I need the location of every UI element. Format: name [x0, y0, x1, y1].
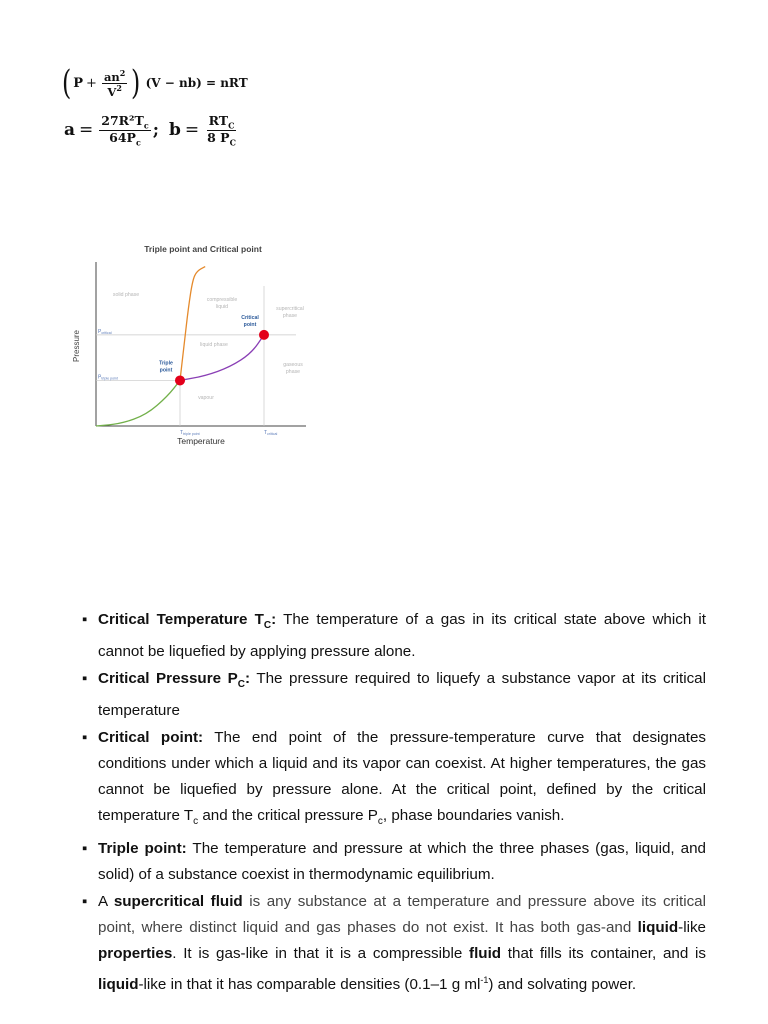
definition-text: The temperature and pressure at which the three phases (gas, liquid, and solid) of a substance coexist in thermodynamic equilibrium. — [98, 840, 706, 884]
a-denominator: $64P_c$ — [109, 129, 141, 147]
triple-point-marker — [175, 375, 185, 385]
region-label: solid phase — [112, 292, 140, 298]
definition-supercritical-fluid — [80, 889, 706, 998]
region-labels — [113, 292, 304, 401]
term: Critical point: — [98, 729, 204, 747]
tick-labels — [98, 329, 277, 436]
definition-critical-temperature — [80, 607, 706, 665]
chart-title: Triple point and Critical point — [144, 244, 262, 254]
phase-diagram-svg — [68, 236, 328, 452]
bullet: ▪ — [82, 840, 88, 858]
a-fraction — [99, 114, 150, 147]
definition-triple-point — [80, 836, 706, 888]
plus-sign: + — [86, 75, 97, 91]
definitions-list — [80, 607, 706, 999]
definition-text: The temperature of a gas in its critical state above which it cannot be liquefied by applying pressure alone. — [98, 611, 707, 661]
phase-diagram — [68, 236, 328, 452]
critical-point-label: Critical point — [241, 314, 259, 328]
bullet: ▪ — [82, 670, 88, 688]
definition-text: The pressure required to liquefy a substance vapor at its critical temperature — [98, 670, 706, 720]
constants-equation — [64, 110, 240, 150]
b-denominator: 8 $P_C$ — [207, 129, 236, 147]
an2-over-v2-fraction — [102, 69, 127, 98]
definition-text: The end point of the pressure-temperature curve that designates conditions under which a liquid and its vapor can coexist. At higher temperatures, the gas cannot be liquefied by pressure alone. At the critical point, defined by the critical temperature $T_c$ and the critical pressure $P_c$, phase boundaries vanish. — [98, 729, 707, 828]
region-label: vapour — [198, 395, 214, 401]
bullet: ▪ — [82, 611, 88, 628]
left-paren: ( — [61, 63, 72, 103]
x-tick-label: $T_{critical}$ — [264, 430, 278, 436]
a-symbol: a — [64, 120, 76, 140]
sublimation-curve — [96, 380, 180, 426]
y-tick-label: $P_{triple point}$ — [98, 374, 118, 381]
bullet: ▪ — [82, 893, 88, 911]
region-label: liquid phase — [200, 342, 228, 348]
critical-point-marker — [259, 330, 269, 340]
melting-curve — [180, 267, 205, 381]
equals-sign: = — [79, 120, 94, 140]
b-symbol: b — [168, 120, 181, 140]
guide-lines — [96, 286, 296, 426]
a-numerator: $27R^2T_c$ — [101, 112, 149, 131]
fraction-numerator: $an^2$ — [103, 67, 126, 84]
triple-point-label: Triple point — [159, 360, 173, 374]
term: Critical Temperature $T_C$: — [98, 611, 277, 632]
equals-sign-2: = — [184, 120, 200, 140]
b-numerator: $RT_C$ — [208, 112, 235, 131]
term: Critical Pressure $P_C$: — [98, 670, 251, 691]
x-tick-label: $T_{triple point}$ — [180, 430, 200, 436]
definition-critical-point — [80, 725, 706, 835]
region-label: gaseous phase — [283, 362, 303, 375]
y-tick-label: $P_{critical}$ — [98, 328, 112, 335]
bullet: ▪ — [82, 729, 88, 747]
term: Triple point: — [98, 840, 187, 858]
b-fraction — [205, 114, 238, 147]
equation-tail: (V − nb) = nRT — [145, 76, 248, 90]
region-label: supercritical phase — [276, 306, 304, 319]
fraction-denominator: $V^2$ — [107, 82, 122, 99]
right-paren: ) — [131, 63, 141, 103]
definition-critical-pressure — [80, 666, 706, 724]
x-axis-label: Temperature — [177, 436, 225, 446]
semicolon: ; — [152, 120, 159, 140]
definition-text: A supercritical fluid is any substance at a temperature and pressure above its critical point, where distinct liquid and gas phases do not exist. It has both gas-and liquid-like properties. It is gas-like in that it is a compressible fluid that fills its container, and is liquid-like in that it has comparable densities (0.1–1 g $ml^{-1}$) and solvating power. — [98, 893, 706, 994]
region-label: compressible liquid — [206, 297, 238, 310]
y-axis-label: Pressure — [72, 329, 81, 363]
van-der-waals-equation — [60, 62, 248, 104]
pressure-symbol: P — [73, 75, 84, 91]
